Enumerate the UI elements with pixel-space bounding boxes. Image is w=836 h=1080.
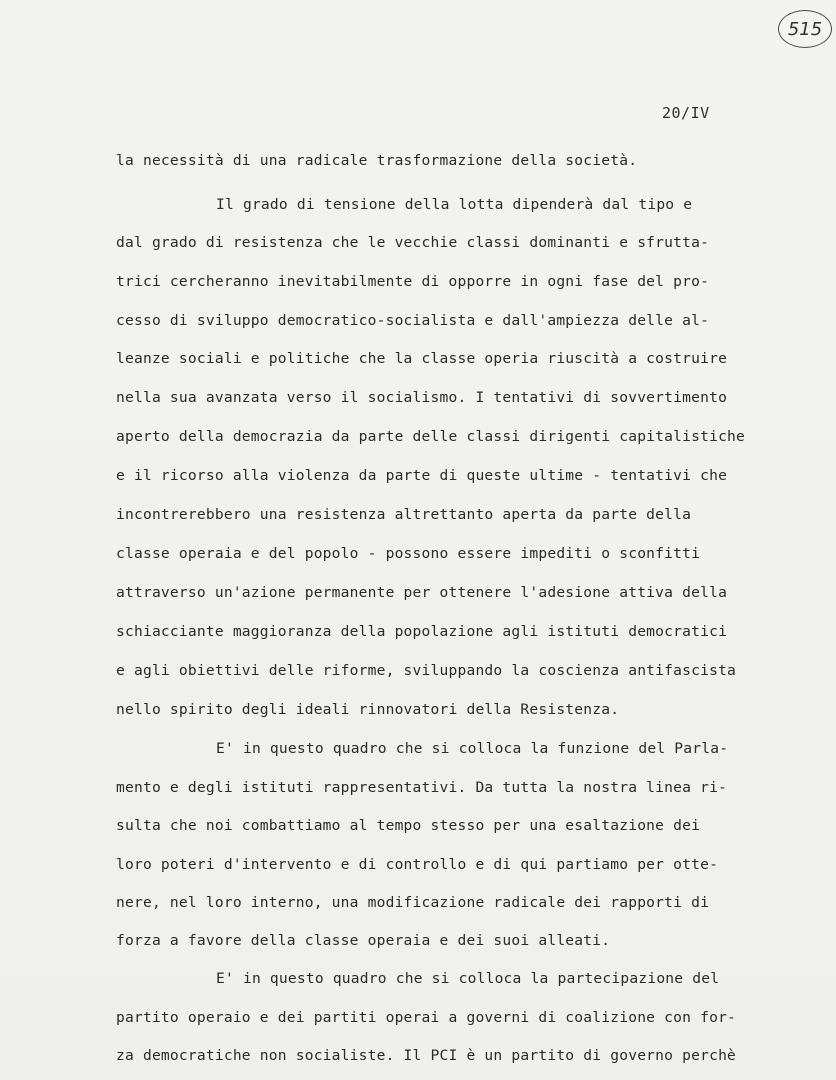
text-line: sulta che noi combattiamo al tempo stesso per una esaltazione dei xyxy=(116,817,701,834)
text-line: mento e degli istituti rappresentativi. Da tutta la nostra linea ri- xyxy=(116,779,728,796)
text-line: forza a favore della classe operaia e dei suoi alleati. xyxy=(116,932,611,949)
text-line: nello spirito degli ideali rinnovatori della Resistenza. xyxy=(116,701,620,718)
archive-stamp: 515 xyxy=(778,10,832,48)
text-line: loro poteri d'intervento e di controllo e di qui partiamo per otte- xyxy=(116,856,719,873)
text-line: e il ricorso alla violenza da parte di queste ultime - tentativi che xyxy=(116,467,728,484)
text-line: E' in questo quadro che si colloca la funzione del Parla- xyxy=(216,740,729,757)
text-line: partito operaio e dei partiti operai a governi di coalizione con for- xyxy=(116,1009,737,1026)
text-line: classe operaia e del popolo - possono essere impediti o sconfitti xyxy=(116,545,701,562)
text-line: Il grado di tensione della lotta dipenderà dal tipo e xyxy=(216,196,693,213)
text-line: dal grado di resistenza che le vecchie classi dominanti e sfrutta- xyxy=(116,234,710,251)
text-line: aperto della democrazia da parte delle classi dirigenti capitalistiche xyxy=(116,428,746,445)
page-number: 20/IV xyxy=(662,104,710,122)
text-line: nella sua avanzata verso il socialismo. I tentativi di sovvertimento xyxy=(116,389,728,406)
text-line: trici cercheranno inevitabilmente di opporre in ogni fase del pro- xyxy=(116,273,710,290)
text-line: la necessità di una radicale trasformazione della società. xyxy=(116,152,638,169)
text-line: leanze sociali e politiche che la classe operia riuscità a costruire xyxy=(116,350,728,367)
text-line: cesso di sviluppo democratico-socialista e dall'ampiezza delle al- xyxy=(116,312,710,329)
text-line: za democratiche non socialiste. Il PCI è un partito di governo perchè xyxy=(116,1047,737,1064)
text-line: incontrerebbero una resistenza altrettanto aperta da parte della xyxy=(116,506,692,523)
text-line: schiacciante maggioranza della popolazione agli istituti democratici xyxy=(116,623,728,640)
text-line: e agli obiettivi delle riforme, sviluppando la coscienza antifascista xyxy=(116,662,737,679)
text-line: nere, nel loro interno, una modificazione radicale dei rapporti di xyxy=(116,894,710,911)
text-line: attraverso un'azione permanente per ottenere l'adesione attiva della xyxy=(116,584,728,601)
text-line: E' in questo quadro che si colloca la partecipazione del xyxy=(216,970,720,987)
